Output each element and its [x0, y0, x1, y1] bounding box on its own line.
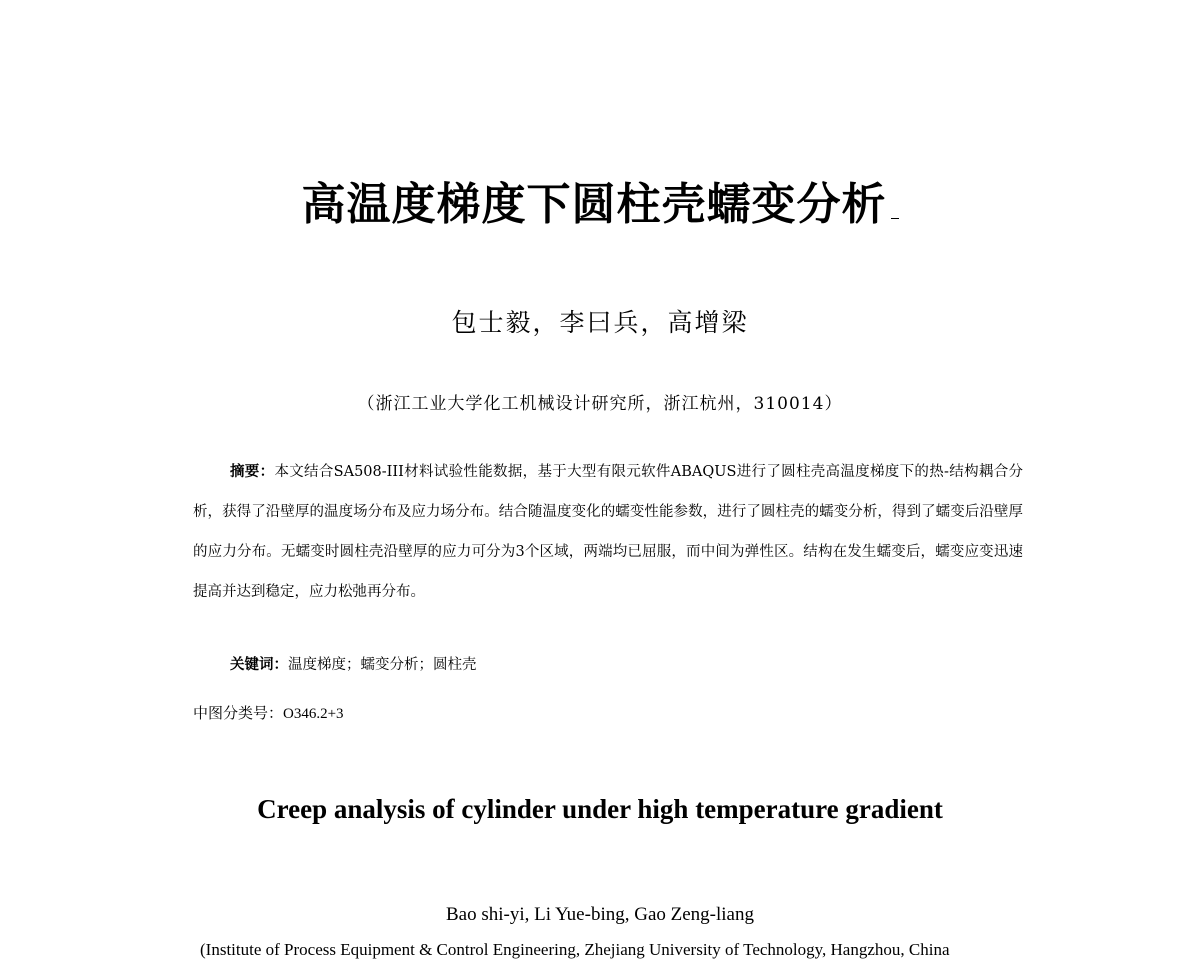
english-affiliation: (Institute of Process Equipment & Control Engineering, Zhejiang University of Technology, Hangzhou, China	[200, 940, 950, 959]
chinese-title: 高温度梯度下圆柱壳蠕变分析	[0, 168, 1200, 232]
keywords-text: 温度梯度；蠕变分析；圆柱壳	[288, 657, 477, 673]
english-authors: Bao shi-yi, Li Yue-bing, Gao Zeng-liang	[446, 904, 754, 925]
abstract-text: 本文结合SA508-III材料试验性能数据，基于大型有限元软件ABAQUS进行了圆柱壳高温度梯度下的热-结构耦合分析，获得了沿壁厚的温度场分布及应力场分布。结合随温度变化的蠕变性能参数，进行了圆柱壳的蠕变分析，得到了蠕变后沿壁厚的应力分布。无蠕变时圆柱壳沿壁厚的应力可分为3个区域，两端均已屈服，而中间为弹性区。结构在发生蠕变后，蠕变应变迅速提高并达到稳定，应力松弛再分布。	[193, 464, 1024, 600]
title-footnote-mark	[891, 218, 899, 219]
keywords-line	[230, 653, 477, 674]
abstract-label: 摘要：	[230, 464, 275, 480]
english-title: Creep analysis of cylinder under high temperature gradient	[257, 794, 943, 824]
abstract-paragraph	[193, 452, 1023, 612]
chinese-authors: 包士毅，李曰兵，高增梁	[451, 308, 749, 337]
chinese-affiliation: （浙江工业大学化工机械设计研究所，浙江杭州，310014）	[357, 394, 843, 414]
keywords-label: 关键词：	[230, 657, 288, 673]
classification-number: 中图分类号：O346.2+3	[193, 706, 344, 722]
